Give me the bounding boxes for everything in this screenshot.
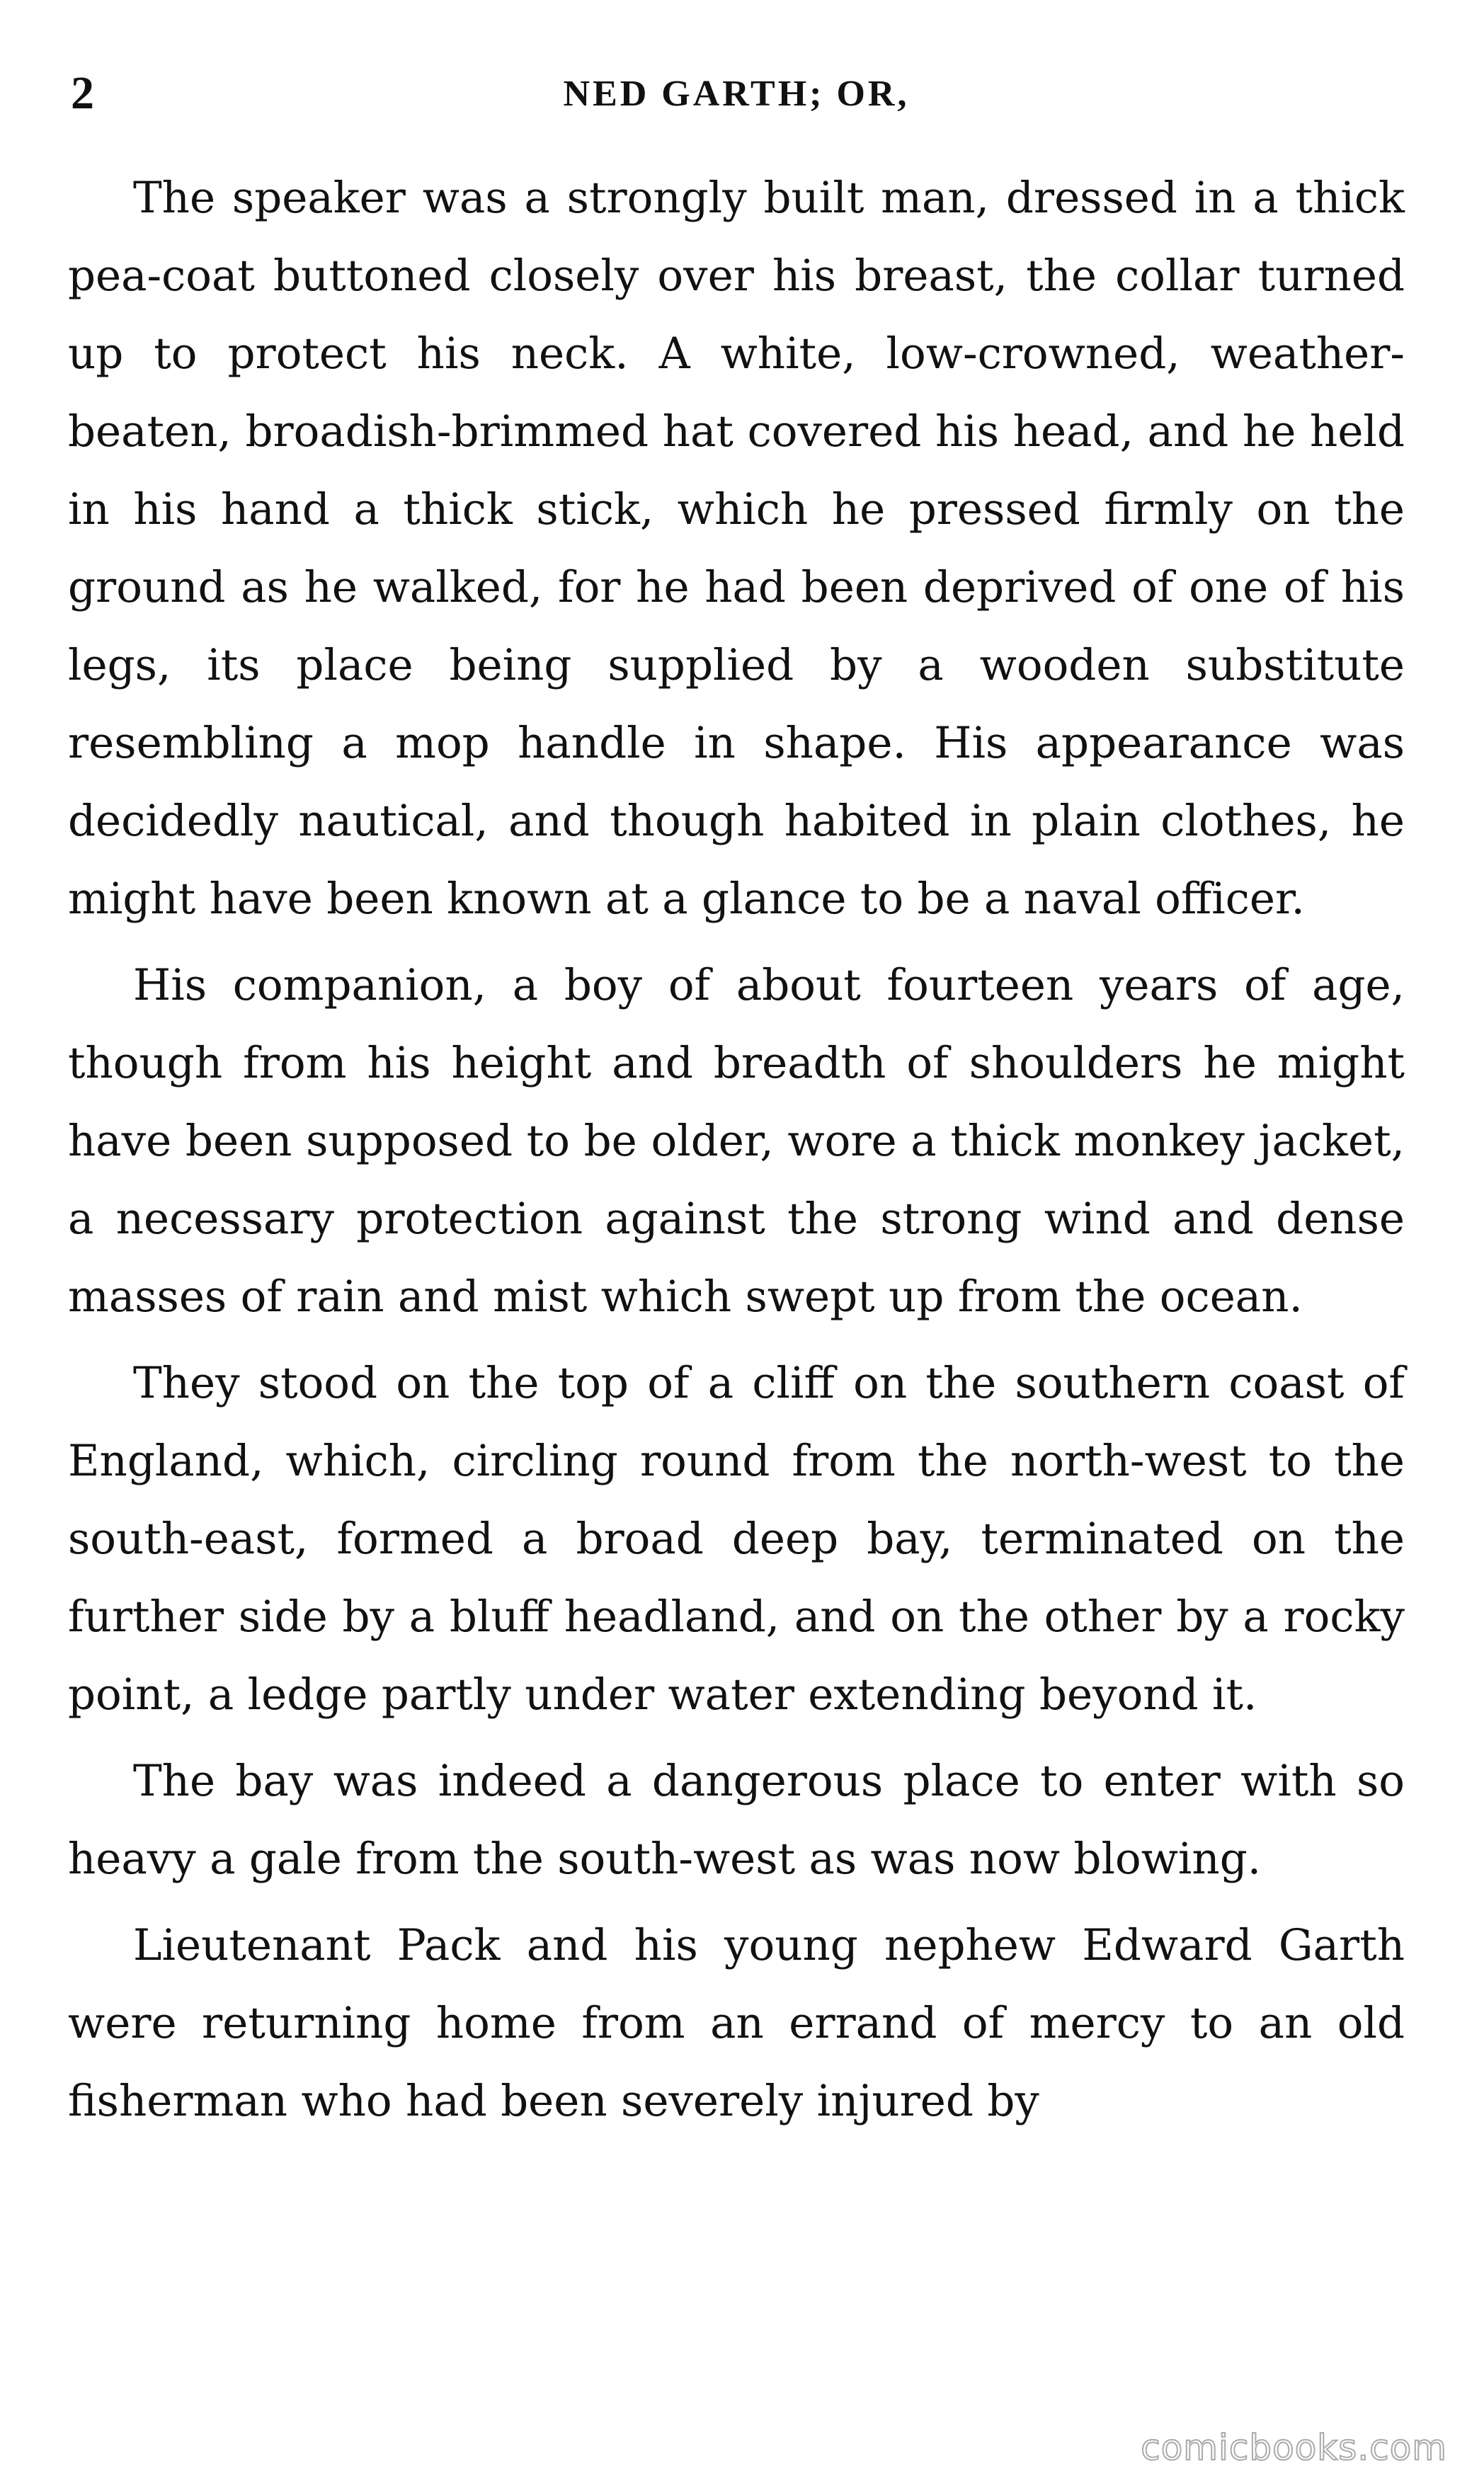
body-text xyxy=(68,159,1405,2149)
paragraph: The speaker was a strongly built man, dressed in a thick pea-coat buttoned closely over his breast, the collar turned up to protect his neck. A white, low-crowned, weather-beaten, broadish-brimmed hat covered his head, and he held in his hand a thick stick, which he pressed firmly on the ground as he walked, for he had been deprived of one of his legs, its place being supplied by a wooden substitute resembling a mop handle in shape. His appearance was decidedly nautical, and though habited in plain clothes, he might have been known at a glance to be a naval officer. xyxy=(68,173,1405,924)
paragraph: The bay was indeed a dangerous place to enter with so heavy a gale from the south-west as was now blowing. xyxy=(68,1756,1405,1884)
watermark: comicbooks.com xyxy=(1141,2427,1447,2468)
page-number: 2 xyxy=(71,67,94,119)
paragraph: Lieutenant Pack and his young nephew Edward Garth were returning home from an errand of mercy to an old fisherman who had been severely injured by xyxy=(68,1920,1405,2126)
running-head: NED GARTH; OR, xyxy=(563,74,910,114)
paragraph: His companion, a boy of about fourteen years of age, though from his height and breadth of shoulders he might have been supposed to be older, wore a thick monkey jacket, a necessary protection against the strong wind and dense masses of rain and mist which swept up from the ocean. xyxy=(68,960,1405,1322)
paragraph: They stood on the top of a cliff on the southern coast of England, which, circling round from the north-west to the south-east, formed a broad deep bay, terminated on the further side by a bluff headland, and on the other by a rocky point, a ledge partly under water extending beyond it. xyxy=(68,1358,1405,1720)
page-header xyxy=(71,65,1402,122)
